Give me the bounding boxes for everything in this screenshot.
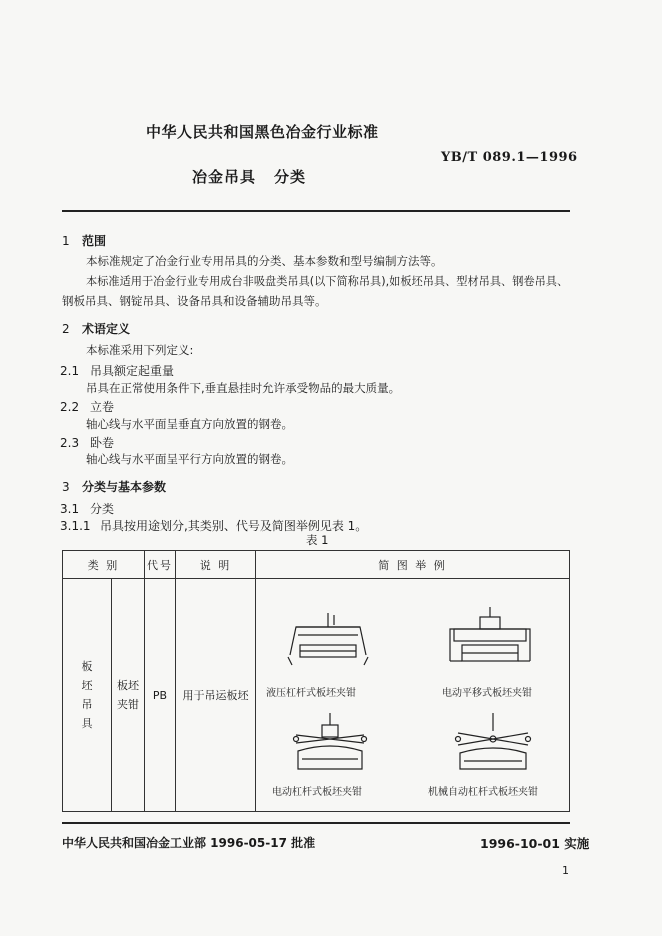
section-1-heading [62, 232, 106, 249]
term-number: 2.2 [60, 400, 80, 414]
classification-table [62, 550, 570, 812]
code-cell: PB [145, 579, 176, 812]
document-title [192, 166, 306, 187]
section-title: 术语定义 [82, 322, 131, 336]
hydraulic-lever-clamp-diagram [280, 611, 376, 669]
figure-label: 电动平移式板坯夹钳 [442, 688, 532, 699]
subsection-number: 3.1 [60, 502, 80, 516]
figure-label: 电动杠杆式板坯夹钳 [272, 787, 362, 798]
term-definition: 轴心线与水平面呈平行方向放置的钢卷。 [86, 452, 293, 466]
paragraph: 本标准规定了冶金行业专用吊具的分类、基本参数和型号编制方法等。 [86, 254, 443, 268]
electric-translation-clamp-diagram [446, 605, 534, 669]
term-definition: 轴心线与水平面呈垂直方向放置的钢卷。 [86, 417, 293, 431]
subsection-3-1 [60, 500, 114, 517]
header-description: 说 明 [176, 551, 256, 579]
subsection-title: 分类 [90, 502, 115, 516]
section-3-heading [62, 478, 166, 495]
header-diagrams: 简 图 举 例 [256, 551, 570, 579]
header-category: 类 别 [63, 551, 145, 579]
header-divider [62, 210, 570, 212]
subsection-text: 吊具按用途划分,其类别、代号及简图举例见表 1。 [100, 519, 368, 533]
implementation-date: 1996-10-01 实施 [480, 836, 590, 851]
table-caption: 表 1 [306, 533, 329, 547]
section-number: 2 [62, 322, 70, 336]
paragraph: 本标准采用下列定义: [86, 343, 194, 357]
section-number: 3 [62, 480, 70, 494]
mechanical-auto-lever-clamp-diagram [452, 711, 534, 773]
category-sub: 板坯 夹钳 [117, 679, 139, 711]
header-code: 代号 [145, 551, 176, 579]
table-row [63, 579, 570, 812]
category-sub-cell [112, 579, 145, 812]
description-cell: 用于吊运板坯 [176, 579, 256, 812]
diagram-cell [256, 579, 570, 812]
title-part-1: 冶金吊具 [192, 168, 257, 186]
page-number: 1 [562, 864, 569, 877]
figure-label: 液压杠杆式板坯夹钳 [266, 688, 356, 699]
paragraph: 钢板吊具、钢锭吊具、设备吊具和设备辅助吊具等。 [62, 294, 327, 308]
term-name: 立卷 [90, 400, 115, 414]
term-name: 吊具额定起重量 [90, 364, 175, 378]
term-2-2 [60, 398, 114, 415]
electric-lever-clamp-diagram [290, 711, 370, 773]
figure-label: 机械自动杠杆式板坯夹钳 [428, 787, 538, 798]
standard-code: YB/T 089.1—1996 [441, 150, 578, 165]
title-part-2: 分类 [274, 168, 307, 186]
category-main: 板 坯 吊 具 [81, 660, 93, 730]
section-2-heading [62, 320, 130, 337]
section-title: 范围 [82, 234, 107, 248]
term-2-3 [60, 434, 114, 451]
standard-organization: 中华人民共和国黑色冶金行业标准 [146, 123, 379, 141]
term-number: 2.1 [60, 364, 80, 378]
category-main-cell [63, 579, 112, 812]
section-number: 1 [62, 234, 70, 248]
term-definition: 吊具在正常使用条件下,垂直悬挂时允许承受物品的最大质量。 [86, 381, 401, 395]
approval-note: 中华人民共和国冶金工业部 1996-05-17 批准 [62, 836, 316, 850]
subsection-number: 3.1.1 [60, 519, 91, 533]
term-2-1 [60, 362, 174, 379]
section-title: 分类与基本参数 [82, 480, 167, 494]
term-name: 卧卷 [90, 436, 115, 450]
table-header-row [63, 551, 570, 579]
term-number: 2.3 [60, 436, 80, 450]
paragraph: 本标准适用于冶金行业专用成台非吸盘类吊具(以下简称吊具),如板坯吊具、型材吊具、钢卷吊具、 [86, 275, 569, 288]
footer-divider [62, 822, 570, 824]
